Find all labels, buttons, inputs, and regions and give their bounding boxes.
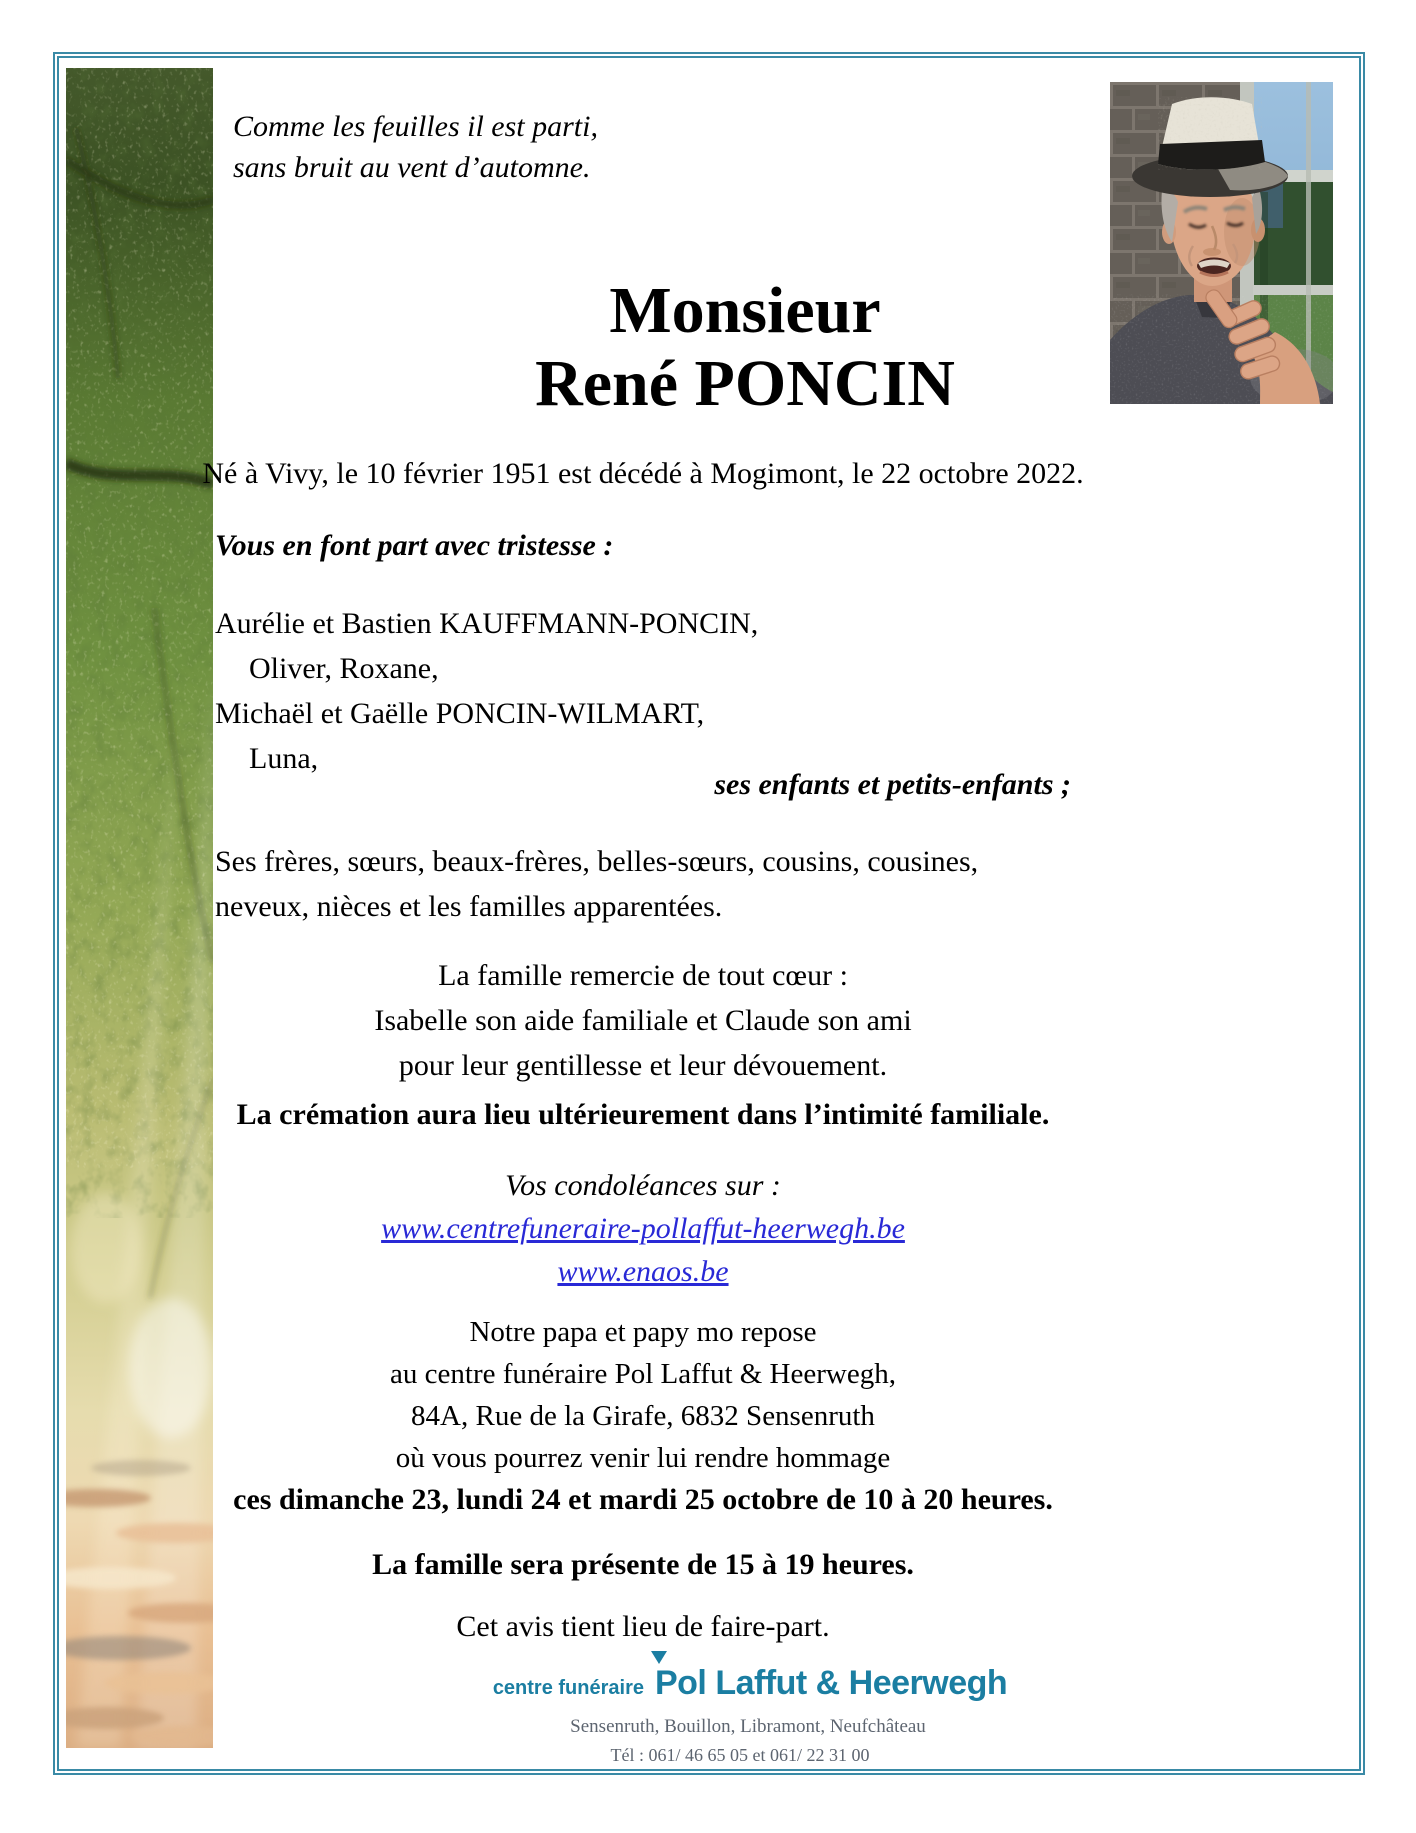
family-role-line: ses enfants et petits-enfants ; [714, 768, 1071, 801]
brand-triangle-icon [651, 1651, 667, 1664]
condolences-link-enaos[interactable]: www.enaos.be [557, 1255, 729, 1288]
visit-hours-line: ces dimanche 23, lundi 24 et mardi 25 octobre de 10 à 20 heures. [233, 1483, 1053, 1516]
brand-small-label: centre funéraire [492, 1677, 644, 1699]
birth-death-line: Né à Vivy, le 10 février 1951 est décédé à Mogimont, le 22 octobre 2022. [202, 457, 1084, 490]
thanks-paragraph: La famille remercie de tout cœur : Isabelle son aide familiale et Claude son ami pour leur gentillesse et leur dévouement. [374, 959, 912, 1082]
brand-name: Pol Laffut & Heerwegh [655, 1664, 1007, 1703]
epitaph [233, 106, 933, 188]
family-line: Michaël et Gaëlle PONCIN-WILMART, [215, 697, 705, 730]
announcement-intro: Vous en font part avec tristesse : [215, 529, 614, 562]
notice-line: Cet avis tient lieu de faire-part. [456, 1610, 830, 1643]
deceased-name: René PONCIN [535, 347, 955, 420]
funeral-home-logo [420, 1664, 1080, 1703]
condolences-link-funeraire[interactable]: www.centrefuneraire-pollaffut-heerwegh.be [381, 1212, 905, 1245]
epitaph-line: Comme les feuilles il est parti, [233, 110, 598, 143]
repose-block: Notre papa et papy mo repose au centre funéraire Pol Laffut & Heerwegh, 84A, Rue de la Girafe, 6832 Sensenruth où vous pourrez venir lui rendre hommage ces dimanche 23, lundi 24 et mardi 25 octobre de 10 à 20 heures. [215, 1311, 1071, 1521]
family-line: Aurélie et Bastien KAUFFMANN-PONCIN, [215, 607, 759, 640]
footer-locations: Sensenruth, Bouillon, Libramont, Neufchâteau [570, 1716, 926, 1737]
condolences-label: Vos condoléances sur : [505, 1169, 781, 1202]
footer-phone: Tél : 061/ 46 65 05 et 061/ 22 31 00 [610, 1745, 870, 1765]
family-line: Oliver, Roxane, [249, 652, 439, 685]
nature-strip-image [66, 68, 213, 1748]
cremation-line: La crémation aura lieu ultérieurement dans l’intimité familiale. [236, 1098, 1050, 1131]
condolences-block [215, 1164, 1071, 1293]
epitaph-line: sans bruit au vent d’automne. [233, 151, 591, 184]
family-list [215, 601, 1071, 781]
relatives-paragraph: Ses frères, sœurs, beaux-frères, belles-sœurs, cousins, cousines, neveux, nièces et les familles apparentées. [215, 845, 979, 923]
family-line: Luna, [249, 742, 319, 775]
family-hours-line: La famille sera présente de 15 à 19 heures. [372, 1548, 914, 1581]
deceased-title [215, 274, 1275, 420]
title-honorific: Monsieur [609, 274, 881, 347]
